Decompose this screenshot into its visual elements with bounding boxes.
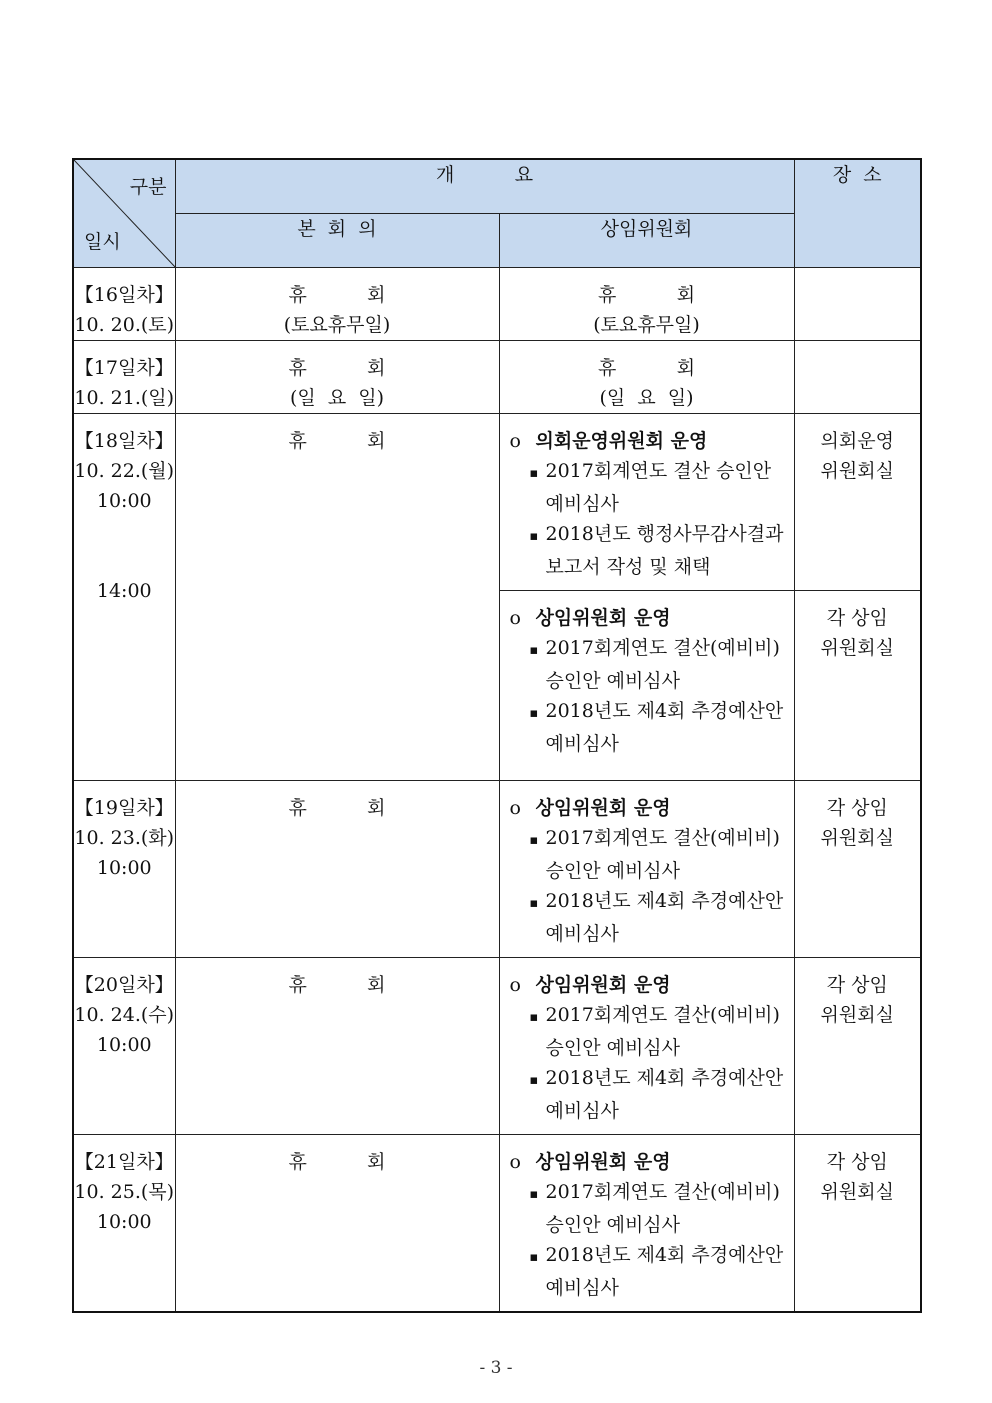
place-cell <box>794 413 921 590</box>
committee-line: 휴 회 <box>597 283 696 306</box>
committee-cell <box>499 413 794 590</box>
plenary-cell: 휴 회 <box>175 1134 499 1312</box>
schedule-row <box>73 780 921 957</box>
page-number: - 3 - <box>479 1358 513 1378</box>
place-line: 각 상임 <box>826 1150 888 1173</box>
agenda-title-text: 상임위원회 운영 <box>535 973 671 996</box>
header-overview: 개 요 <box>175 159 794 213</box>
schedule-row <box>73 340 921 413</box>
committee-cell <box>499 267 794 340</box>
plenary-cell: 휴 회 <box>175 957 499 1134</box>
date-line <box>74 516 175 546</box>
place-line: 각 상임 <box>826 973 888 996</box>
agenda-title <box>510 603 788 633</box>
date-cell <box>73 957 175 1134</box>
committee-line: (일 요 일) <box>599 386 694 409</box>
plenary-cell <box>175 340 499 413</box>
date-cell <box>73 267 175 340</box>
agenda-item: ▪ 2017회계연도 결산(예비비) 승인안 예비심사 <box>510 1000 788 1063</box>
date-line: 【21일차】 <box>74 1150 174 1173</box>
date-line: 【18일차】 <box>74 429 174 452</box>
place-line: 위원회실 <box>820 826 894 849</box>
circle-bullet: o <box>509 429 521 452</box>
plenary-cell: 휴 회 <box>175 780 499 957</box>
circle-bullet: o <box>509 796 521 819</box>
date-line <box>74 546 175 576</box>
circle-bullet: o <box>509 973 521 996</box>
plenary-line: 휴 회 <box>288 356 386 379</box>
plenary-line: 휴 회 <box>288 283 386 306</box>
agenda-item: ▪ 2018년도 제4회 추경예산안 예비심사 <box>510 886 788 949</box>
circle-bullet: o <box>509 606 521 629</box>
date-line: 10. 25.(목) <box>74 1180 175 1203</box>
schedule-table <box>72 158 922 1313</box>
date-line: 【20일차】 <box>74 973 174 996</box>
place-cell <box>794 957 921 1134</box>
agenda-title <box>510 970 788 1000</box>
committee-cell <box>499 957 794 1134</box>
place-cell <box>794 590 921 780</box>
committee-cell <box>499 340 794 413</box>
place-line: 의회운영 <box>820 429 894 452</box>
agenda-item: ▪ 2017회계연도 결산 승인안 예비심사 <box>510 456 788 519</box>
agenda-item: ▪ 2017회계연도 결산(예비비) 승인안 예비심사 <box>510 633 788 696</box>
date-cell <box>73 340 175 413</box>
committee-cell <box>499 780 794 957</box>
date-line: 10:00 <box>96 489 152 512</box>
date-line: 10. 20.(토) <box>74 313 175 336</box>
place-line: 위원회실 <box>820 1180 894 1203</box>
date-line: 【19일차】 <box>74 796 174 819</box>
header-plenary: 본 회 의 <box>175 213 499 267</box>
committee-cell <box>499 590 794 780</box>
committee-line: (토요휴무일) <box>593 313 700 336</box>
date-line: 10. 24.(수) <box>74 1003 175 1026</box>
date-line: 10:00 <box>96 1033 152 1056</box>
date-line: 10. 22.(월) <box>74 459 175 482</box>
place-cell <box>794 780 921 957</box>
place-line: 위원회실 <box>820 459 894 482</box>
date-line: 14:00 <box>96 579 152 602</box>
header-date-label: 일시 <box>84 230 121 253</box>
schedule-row <box>73 267 921 340</box>
date-cell <box>73 780 175 957</box>
agenda-title-text: 상임위원회 운영 <box>535 606 671 629</box>
place-line: 각 상임 <box>826 796 888 819</box>
agenda-title <box>510 426 788 456</box>
agenda-title-text: 의회운영위원회 운영 <box>535 429 708 452</box>
date-line: 10. 23.(화) <box>74 826 175 849</box>
header-place: 장 소 <box>794 159 921 267</box>
agenda-title-text: 상임위원회 운영 <box>535 796 671 819</box>
date-line: 10:00 <box>96 1210 152 1233</box>
plenary-cell: 휴 회 <box>175 413 499 780</box>
agenda-item: ▪ 2018년도 행정사무감사결과 보고서 작성 및 채택 <box>510 519 788 582</box>
schedule-row <box>73 1134 921 1312</box>
place-cell <box>794 1134 921 1312</box>
place-line: 위원회실 <box>820 1003 894 1026</box>
agenda-title <box>510 793 788 823</box>
place-cell <box>794 267 921 340</box>
agenda-item: ▪ 2018년도 제4회 추경예산안 예비심사 <box>510 1240 788 1303</box>
date-line: 10. 21.(일) <box>74 386 175 409</box>
schedule-row <box>73 957 921 1134</box>
header-committee: 상임위원회 <box>499 213 794 267</box>
place-line: 각 상임 <box>826 606 888 629</box>
agenda-item: ▪ 2018년도 제4회 추경예산안 예비심사 <box>510 1063 788 1126</box>
committee-cell <box>499 1134 794 1312</box>
date-cell <box>73 1134 175 1312</box>
agenda-item: ▪ 2018년도 제4회 추경예산안 예비심사 <box>510 696 788 759</box>
plenary-line: (토요휴무일) <box>283 313 391 336</box>
agenda-item: ▪ 2017회계연도 결산(예비비) 승인안 예비심사 <box>510 1177 788 1240</box>
date-line: 【16일차】 <box>74 283 174 306</box>
circle-bullet: o <box>509 1150 521 1173</box>
plenary-cell <box>175 267 499 340</box>
place-line: 위원회실 <box>820 636 894 659</box>
date-line: 【17일차】 <box>74 356 174 379</box>
date-cell <box>73 413 175 780</box>
plenary-line: (일 요 일) <box>289 386 385 409</box>
committee-line: 휴 회 <box>597 356 696 379</box>
place-cell <box>794 340 921 413</box>
schedule-row <box>73 413 921 590</box>
header-corner-cell <box>73 159 175 267</box>
agenda-title <box>510 1147 788 1177</box>
agenda-item: ▪ 2017회계연도 결산(예비비) 승인안 예비심사 <box>510 823 788 886</box>
agenda-title-text: 상임위원회 운영 <box>535 1150 671 1173</box>
date-line: 10:00 <box>96 856 152 879</box>
header-category-label: 구분 <box>129 176 167 198</box>
